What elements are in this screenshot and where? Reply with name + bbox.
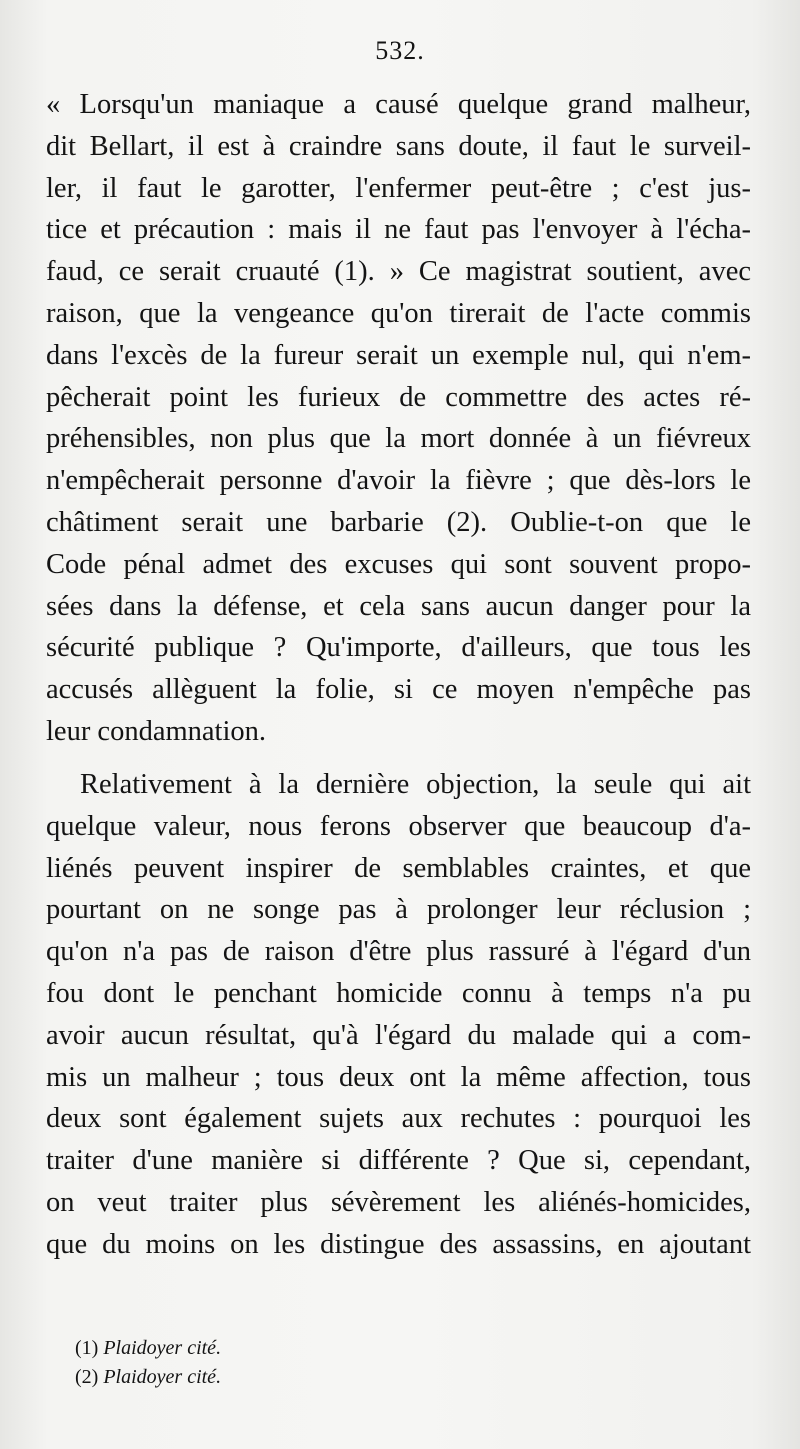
text-line: préhensibles, non plus que la mort donnée à un fiévreux <box>46 423 751 455</box>
text-line: que du moins on les distingue des assassins, en ajoutant <box>46 1228 751 1260</box>
text-line: fou dont le penchant homicide connu à temps n'a pu <box>46 977 751 1009</box>
text-line: mis un malheur ; tous deux ont la même affection, tous <box>46 1061 751 1093</box>
text-line: leur condamnation. <box>46 715 267 747</box>
text-line: faud, ce serait cruauté (1). » Ce magistrat soutient, avec <box>46 256 751 288</box>
paragraph-quote <box>46 84 751 753</box>
text-line: pêcherait point les furieux de commettre des actes ré- <box>46 381 751 413</box>
paragraph-objection <box>46 764 751 1266</box>
text-line: tice et précaution : mais il ne faut pas l'envoyer à l'écha- <box>46 214 751 246</box>
text-line: deux sont également sujets aux rechutes : pourquoi les <box>46 1103 751 1135</box>
text-line: « Lorsqu'un maniaque a causé quelque grand malheur, <box>46 89 751 120</box>
text-line: sées dans la défense, et cela sans aucun danger pour la <box>46 590 751 622</box>
footnote-number: (2) <box>75 1366 99 1388</box>
text-line: châtiment serait une barbarie (2). Oublie-t-on que le <box>46 506 751 538</box>
footnote <box>75 1334 575 1363</box>
text-line: Relativement à la dernière objection, la seule qui ait <box>80 769 751 800</box>
text-line: dit Bellart, il est à craindre sans doute, il faut le surveil- <box>46 130 751 162</box>
text-line: accusés allèguent la folie, si ce moyen n'empêche pas <box>46 674 751 706</box>
footnote-number: (1) <box>75 1337 99 1359</box>
text-line: liénés peuvent inspirer de semblables craintes, et que <box>46 852 751 884</box>
footnote-text: Plaidoyer cité. <box>103 1366 222 1388</box>
text-line: Code pénal admet des excuses qui sont souvent propo- <box>46 548 751 580</box>
text-line: traiter d'une manière si différente ? Que si, cependant, <box>46 1145 751 1177</box>
footnotes <box>75 1334 575 1392</box>
text-line: quelque valeur, nous ferons observer que beaucoup d'a- <box>46 810 751 842</box>
footnote-text: Plaidoyer cité. <box>103 1337 222 1359</box>
text-line: qu'on n'a pas de raison d'être plus rassuré à l'égard d'un <box>46 936 751 968</box>
text-line: n'empêcherait personne d'avoir la fièvre ; que dès-lors le <box>46 465 751 497</box>
text-line: sécurité publique ? Qu'importe, d'ailleurs, que tous les <box>46 632 751 664</box>
text-line: raison, que la vengeance qu'on tirerait de l'acte commis <box>46 297 751 329</box>
footnote <box>75 1363 575 1392</box>
text-line: pourtant on ne songe pas à prolonger leur réclusion ; <box>46 894 751 926</box>
text-line: ler, il faut le garotter, l'enfermer peut-être ; c'est jus- <box>46 172 751 204</box>
page-number: 532. <box>375 36 425 65</box>
text-line: dans l'excès de la fureur serait un exemple nul, qui n'em- <box>46 339 751 371</box>
text-line: on veut traiter plus sévèrement les aliénés-homicides, <box>46 1186 751 1218</box>
text-line: avoir aucun résultat, qu'à l'égard du malade qui a com- <box>46 1019 751 1051</box>
